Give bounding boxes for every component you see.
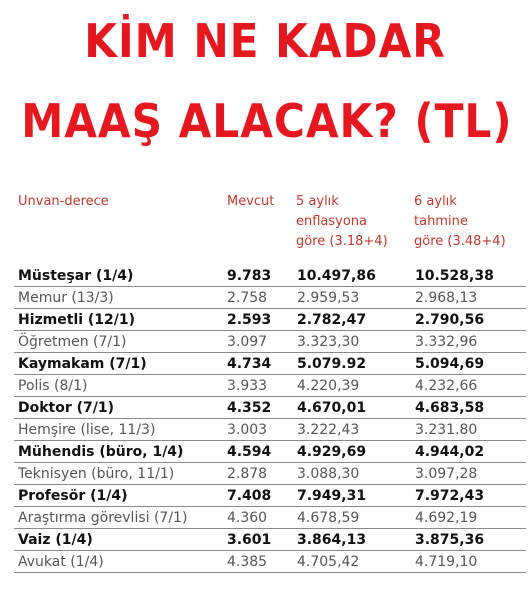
cell-current: 3.933 [227,378,268,394]
table-row [14,507,526,529]
column-header-five-month-line-2: enflasyona [296,214,368,229]
cell-title: Profesör (1/4) [18,488,128,504]
cell-five-month: 4.678,59 [297,510,360,526]
cell-current: 7.408 [227,488,272,504]
cell-five-month: 3.323,30 [297,334,360,350]
column-header-five-month-line-3: göre (3.18+4) [296,234,388,249]
cell-current: 4.352 [227,400,272,416]
cell-current: 4.734 [227,356,272,372]
cell-current: 2.593 [227,312,272,328]
cell-six-month: 4.692,19 [415,510,478,526]
cell-six-month: 4.232,66 [415,378,478,394]
cell-six-month: 2.790,56 [415,312,485,328]
cell-six-month: 4.944,02 [415,444,485,460]
cell-title: Doktor (7/1) [18,400,115,416]
table-row [14,353,526,375]
cell-five-month: 5.079.92 [297,356,367,372]
cell-title: Avukat (1/4) [18,554,104,570]
cell-six-month: 3.332,96 [415,334,478,350]
cell-six-month: 4.719,10 [415,554,478,570]
cell-six-month: 2.968,13 [415,290,478,306]
headline-line-2: MAAŞ ALACAK? (TL) [21,94,513,148]
column-header-six-month-line-1: 6 aylık [414,194,457,209]
cell-five-month: 2.782,47 [297,312,367,328]
cell-current: 4.385 [227,554,268,570]
cell-current: 9.783 [227,268,272,284]
table-row [14,551,526,573]
cell-five-month: 3.088,30 [297,466,360,482]
cell-five-month: 4.705,42 [297,554,360,570]
cell-title: Memur (13/3) [18,290,114,306]
cell-five-month: 7.949,31 [297,488,367,504]
cell-six-month: 10.528,38 [415,268,494,284]
cell-title: Müsteşar (1/4) [18,268,134,284]
cell-current: 4.594 [227,444,272,460]
table-row [14,463,526,485]
column-header-five-month-line-1: 5 aylık [296,194,339,209]
column-header-six-month [414,192,524,252]
cell-title: Vaiz (1/4) [18,532,93,548]
table-row [14,265,526,287]
salary-table [14,265,526,573]
cell-five-month: 10.497,86 [297,268,376,284]
table-row [14,529,526,551]
cell-five-month: 3.222,43 [297,422,360,438]
table-row [14,485,526,507]
cell-six-month: 3.875,36 [415,532,485,548]
cell-five-month: 4.670,01 [297,400,367,416]
cell-current: 3.003 [227,422,268,438]
cell-current: 3.097 [227,334,268,350]
cell-six-month: 5.094,69 [415,356,485,372]
table-row [14,441,526,463]
cell-five-month: 4.929,69 [297,444,367,460]
table-row [14,331,526,353]
column-header-current: Mevcut [227,194,275,209]
table-row [14,419,526,441]
column-header-six-month-line-2: tahmine [414,214,468,229]
cell-current: 2.758 [227,290,268,306]
table-row [14,287,526,309]
cell-five-month: 3.864,13 [297,532,367,548]
cell-title: Hizmetli (12/1) [18,312,136,328]
cell-six-month: 4.683,58 [415,400,485,416]
cell-six-month: 7.972,43 [415,488,485,504]
cell-current: 3.601 [227,532,272,548]
cell-title: Teknisyen (büro, 11/1) [18,466,175,482]
column-header-title: Unvan-derece [18,194,109,209]
cell-six-month: 3.231.80 [415,422,478,438]
cell-title: Öğretmen (7/1) [18,334,127,350]
cell-five-month: 4.220,39 [297,378,360,394]
cell-title: Hemşire (lise, 11/3) [18,422,156,438]
cell-title: Mühendis (büro, 1/4) [18,444,184,460]
cell-current: 2.878 [227,466,268,482]
column-header-six-month-line-3: göre (3.48+4) [414,234,506,249]
table-row [14,309,526,331]
cell-current: 4.360 [227,510,268,526]
cell-title: Araştırma görevlisi (7/1) [18,510,188,526]
table-row [14,397,526,419]
cell-title: Polis (8/1) [18,378,88,394]
cell-title: Kaymakam (7/1) [18,356,147,372]
cell-five-month: 2.959,53 [297,290,360,306]
cell-six-month: 3.097,28 [415,466,478,482]
headline-line-1: KİM NE KADAR [84,14,446,68]
column-header-five-month [296,192,404,252]
table-row [14,375,526,397]
